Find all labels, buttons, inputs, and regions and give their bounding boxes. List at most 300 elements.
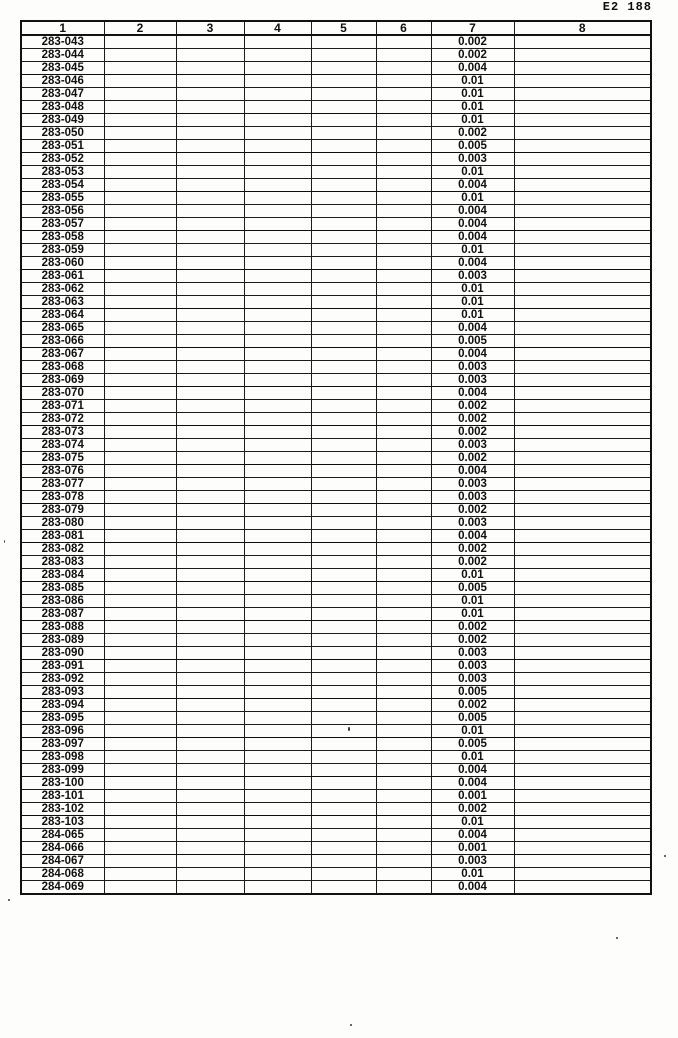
- cell-empty: [244, 439, 311, 452]
- cell-empty: [244, 192, 311, 205]
- table-row: [21, 413, 651, 426]
- cell-empty: [376, 374, 431, 387]
- cell-empty: [311, 660, 376, 673]
- cell-empty: [376, 803, 431, 816]
- cell-empty: [514, 504, 651, 517]
- cell-empty: [176, 855, 244, 868]
- cell-empty: [376, 829, 431, 842]
- cell-empty: [244, 257, 311, 270]
- cell-empty: [514, 634, 651, 647]
- cell-value: 0.005: [431, 738, 514, 751]
- cell-empty: [176, 764, 244, 777]
- cell-empty: [376, 491, 431, 504]
- cell-sample-id: 283-099: [21, 764, 104, 777]
- cell-value: 0.01: [431, 166, 514, 179]
- cell-empty: [176, 569, 244, 582]
- scan-speck: [616, 937, 618, 939]
- cell-empty: [104, 686, 176, 699]
- cell-empty: [104, 803, 176, 816]
- table-row: [21, 465, 651, 478]
- cell-empty: [376, 517, 431, 530]
- cell-empty: [376, 777, 431, 790]
- cell-empty: [176, 881, 244, 895]
- cell-value: 0.005: [431, 686, 514, 699]
- table-row: [21, 361, 651, 374]
- cell-sample-id: 283-067: [21, 348, 104, 361]
- cell-sample-id: 283-087: [21, 608, 104, 621]
- cell-empty: [244, 764, 311, 777]
- cell-empty: [244, 751, 311, 764]
- cell-empty: [176, 335, 244, 348]
- cell-empty: [311, 244, 376, 257]
- cell-empty: [244, 400, 311, 413]
- cell-empty: [514, 803, 651, 816]
- table-row: [21, 75, 651, 88]
- table-row: [21, 712, 651, 725]
- cell-empty: [244, 218, 311, 231]
- cell-empty: [104, 699, 176, 712]
- table-row: [21, 816, 651, 829]
- table-row: [21, 192, 651, 205]
- cell-value: 0.01: [431, 309, 514, 322]
- table-row: [21, 88, 651, 101]
- table-row: [21, 543, 651, 556]
- cell-empty: [104, 101, 176, 114]
- cell-value: 0.003: [431, 153, 514, 166]
- cell-empty: [311, 257, 376, 270]
- cell-empty: [514, 751, 651, 764]
- cell-sample-id: 283-065: [21, 322, 104, 335]
- cell-empty: [104, 790, 176, 803]
- cell-empty: [244, 517, 311, 530]
- cell-empty: [104, 153, 176, 166]
- cell-empty: [176, 283, 244, 296]
- cell-empty: [176, 751, 244, 764]
- scan-speck: [664, 855, 666, 857]
- cell-empty: [376, 699, 431, 712]
- cell-empty: [376, 270, 431, 283]
- cell-empty: [514, 790, 651, 803]
- scan-speck: [8, 899, 10, 901]
- cell-empty: [514, 322, 651, 335]
- table-row: [21, 569, 651, 582]
- cell-empty: [376, 530, 431, 543]
- cell-empty: [104, 49, 176, 62]
- cell-empty: [311, 686, 376, 699]
- cell-value: 0.01: [431, 244, 514, 257]
- cell-empty: [376, 75, 431, 88]
- cell-value: 0.01: [431, 725, 514, 738]
- cell-empty: [104, 270, 176, 283]
- cell-empty: [104, 283, 176, 296]
- cell-sample-id: 283-073: [21, 426, 104, 439]
- scan-speck: [348, 727, 350, 731]
- table-row: [21, 218, 651, 231]
- cell-empty: [104, 569, 176, 582]
- cell-empty: [311, 270, 376, 283]
- cell-empty: [104, 400, 176, 413]
- cell-empty: [514, 686, 651, 699]
- cell-empty: [104, 387, 176, 400]
- cell-empty: [104, 322, 176, 335]
- cell-empty: [104, 608, 176, 621]
- cell-empty: [176, 218, 244, 231]
- cell-empty: [311, 517, 376, 530]
- cell-empty: [311, 530, 376, 543]
- cell-empty: [176, 647, 244, 660]
- cell-empty: [311, 153, 376, 166]
- cell-value: 0.002: [431, 426, 514, 439]
- cell-empty: [176, 296, 244, 309]
- cell-empty: [176, 257, 244, 270]
- table-row: [21, 764, 651, 777]
- cell-empty: [104, 881, 176, 895]
- table-row: [21, 530, 651, 543]
- cell-empty: [376, 621, 431, 634]
- cell-sample-id: 283-100: [21, 777, 104, 790]
- cell-sample-id: 283-048: [21, 101, 104, 114]
- cell-empty: [514, 374, 651, 387]
- cell-empty: [311, 231, 376, 244]
- cell-empty: [176, 101, 244, 114]
- cell-empty: [104, 296, 176, 309]
- cell-sample-id: 283-078: [21, 491, 104, 504]
- cell-empty: [514, 608, 651, 621]
- cell-empty: [514, 452, 651, 465]
- cell-value: 0.004: [431, 218, 514, 231]
- cell-empty: [376, 244, 431, 257]
- table-row: [21, 621, 651, 634]
- cell-empty: [244, 595, 311, 608]
- cell-empty: [514, 231, 651, 244]
- cell-value: 0.01: [431, 101, 514, 114]
- cell-empty: [244, 49, 311, 62]
- cell-sample-id: 283-072: [21, 413, 104, 426]
- cell-empty: [376, 361, 431, 374]
- cell-empty: [376, 413, 431, 426]
- cell-empty: [176, 803, 244, 816]
- cell-empty: [176, 491, 244, 504]
- cell-empty: [376, 348, 431, 361]
- cell-empty: [376, 231, 431, 244]
- cell-empty: [176, 530, 244, 543]
- cell-empty: [311, 62, 376, 75]
- cell-empty: [176, 829, 244, 842]
- cell-empty: [104, 114, 176, 127]
- cell-sample-id: 283-077: [21, 478, 104, 491]
- cell-empty: [176, 582, 244, 595]
- cell-empty: [311, 88, 376, 101]
- cell-empty: [104, 231, 176, 244]
- cell-empty: [376, 127, 431, 140]
- table-row: [21, 140, 651, 153]
- table-row: [21, 114, 651, 127]
- cell-empty: [514, 192, 651, 205]
- cell-empty: [244, 348, 311, 361]
- cell-sample-id: 283-063: [21, 296, 104, 309]
- cell-value: 0.002: [431, 504, 514, 517]
- cell-empty: [376, 439, 431, 452]
- cell-value: 0.004: [431, 829, 514, 842]
- cell-empty: [104, 660, 176, 673]
- cell-value: 0.002: [431, 452, 514, 465]
- table-row: [21, 517, 651, 530]
- cell-empty: [176, 673, 244, 686]
- cell-empty: [176, 244, 244, 257]
- cell-empty: [176, 868, 244, 881]
- cell-empty: [176, 35, 244, 49]
- table-row: [21, 855, 651, 868]
- cell-empty: [104, 361, 176, 374]
- cell-empty: [244, 569, 311, 582]
- table-row: [21, 283, 651, 296]
- cell-empty: [104, 478, 176, 491]
- cell-value: 0.002: [431, 621, 514, 634]
- cell-empty: [376, 179, 431, 192]
- cell-sample-id: 283-045: [21, 62, 104, 75]
- cell-empty: [311, 842, 376, 855]
- cell-sample-id: 283-089: [21, 634, 104, 647]
- cell-empty: [311, 140, 376, 153]
- cell-empty: [514, 881, 651, 895]
- cell-empty: [311, 764, 376, 777]
- cell-empty: [376, 582, 431, 595]
- cell-empty: [104, 491, 176, 504]
- cell-value: 0.005: [431, 140, 514, 153]
- cell-empty: [176, 621, 244, 634]
- table-row: [21, 777, 651, 790]
- cell-empty: [311, 634, 376, 647]
- cell-empty: [104, 738, 176, 751]
- table-row: [21, 35, 651, 49]
- cell-value: 0.003: [431, 660, 514, 673]
- cell-empty: [244, 556, 311, 569]
- cell-empty: [104, 504, 176, 517]
- cell-sample-id: 284-066: [21, 842, 104, 855]
- cell-sample-id: 284-069: [21, 881, 104, 895]
- cell-empty: [244, 270, 311, 283]
- cell-empty: [104, 309, 176, 322]
- table-row: [21, 673, 651, 686]
- cell-empty: [514, 153, 651, 166]
- cell-empty: [514, 335, 651, 348]
- cell-sample-id: 283-062: [21, 283, 104, 296]
- cell-empty: [104, 374, 176, 387]
- cell-empty: [244, 543, 311, 556]
- cell-empty: [376, 153, 431, 166]
- cell-empty: [376, 751, 431, 764]
- cell-value: 0.005: [431, 582, 514, 595]
- cell-empty: [244, 790, 311, 803]
- cell-sample-id: 283-075: [21, 452, 104, 465]
- cell-sample-id: 283-095: [21, 712, 104, 725]
- cell-value: 0.003: [431, 647, 514, 660]
- table-row: [21, 829, 651, 842]
- cell-empty: [376, 62, 431, 75]
- cell-empty: [244, 153, 311, 166]
- cell-empty: [514, 491, 651, 504]
- column-header-8: 8: [514, 21, 651, 35]
- cell-empty: [176, 309, 244, 322]
- table-row: [21, 387, 651, 400]
- cell-empty: [376, 660, 431, 673]
- cell-empty: [104, 842, 176, 855]
- table-row: [21, 751, 651, 764]
- cell-empty: [104, 452, 176, 465]
- cell-empty: [514, 465, 651, 478]
- cell-value: 0.01: [431, 608, 514, 621]
- cell-empty: [311, 205, 376, 218]
- data-table: [20, 20, 652, 895]
- cell-empty: [244, 127, 311, 140]
- table-row: [21, 647, 651, 660]
- table-row: [21, 62, 651, 75]
- cell-empty: [514, 257, 651, 270]
- table-row: [21, 244, 651, 257]
- cell-sample-id: 283-092: [21, 673, 104, 686]
- cell-empty: [244, 166, 311, 179]
- cell-empty: [104, 62, 176, 75]
- cell-value: 0.004: [431, 257, 514, 270]
- table-row: [21, 868, 651, 881]
- cell-empty: [311, 777, 376, 790]
- cell-empty: [311, 218, 376, 231]
- cell-empty: [244, 283, 311, 296]
- cell-empty: [176, 816, 244, 829]
- cell-empty: [376, 712, 431, 725]
- cell-empty: [244, 309, 311, 322]
- cell-empty: [514, 283, 651, 296]
- cell-value: 0.002: [431, 634, 514, 647]
- cell-empty: [244, 101, 311, 114]
- cell-empty: [176, 543, 244, 556]
- cell-sample-id: 283-084: [21, 569, 104, 582]
- cell-empty: [376, 257, 431, 270]
- cell-empty: [311, 582, 376, 595]
- cell-sample-id: 283-096: [21, 725, 104, 738]
- cell-empty: [514, 439, 651, 452]
- cell-empty: [104, 35, 176, 49]
- table-row: [21, 270, 651, 283]
- cell-empty: [176, 400, 244, 413]
- cell-empty: [244, 426, 311, 439]
- cell-empty: [176, 790, 244, 803]
- table-row: [21, 803, 651, 816]
- cell-empty: [376, 855, 431, 868]
- cell-empty: [376, 569, 431, 582]
- cell-empty: [244, 504, 311, 517]
- cell-empty: [376, 647, 431, 660]
- cell-value: 0.002: [431, 543, 514, 556]
- cell-empty: [311, 296, 376, 309]
- cell-sample-id: 283-061: [21, 270, 104, 283]
- table-row: [21, 309, 651, 322]
- cell-empty: [311, 426, 376, 439]
- cell-empty: [176, 140, 244, 153]
- cell-empty: [104, 205, 176, 218]
- cell-sample-id: 283-085: [21, 582, 104, 595]
- cell-empty: [514, 569, 651, 582]
- cell-empty: [244, 387, 311, 400]
- cell-sample-id: 283-098: [21, 751, 104, 764]
- cell-sample-id: 283-049: [21, 114, 104, 127]
- cell-value: 0.002: [431, 127, 514, 140]
- cell-empty: [176, 231, 244, 244]
- cell-empty: [104, 140, 176, 153]
- cell-empty: [514, 35, 651, 49]
- cell-empty: [514, 829, 651, 842]
- table-row: [21, 322, 651, 335]
- cell-empty: [514, 842, 651, 855]
- cell-empty: [376, 296, 431, 309]
- cell-value: 0.004: [431, 777, 514, 790]
- cell-empty: [104, 751, 176, 764]
- cell-empty: [176, 153, 244, 166]
- cell-empty: [176, 75, 244, 88]
- cell-empty: [376, 322, 431, 335]
- cell-empty: [514, 270, 651, 283]
- cell-value: 0.003: [431, 439, 514, 452]
- cell-empty: [104, 192, 176, 205]
- cell-empty: [311, 35, 376, 49]
- cell-empty: [514, 660, 651, 673]
- cell-empty: [244, 829, 311, 842]
- table-row: [21, 881, 651, 895]
- cell-empty: [514, 582, 651, 595]
- cell-value: 0.01: [431, 816, 514, 829]
- table-row: [21, 166, 651, 179]
- cell-sample-id: 283-070: [21, 387, 104, 400]
- cell-sample-id: 283-080: [21, 517, 104, 530]
- cell-empty: [376, 790, 431, 803]
- cell-value: 0.002: [431, 35, 514, 49]
- cell-empty: [104, 543, 176, 556]
- cell-value: 0.001: [431, 790, 514, 803]
- cell-value: 0.003: [431, 374, 514, 387]
- cell-empty: [514, 673, 651, 686]
- cell-sample-id: 283-082: [21, 543, 104, 556]
- cell-sample-id: 283-091: [21, 660, 104, 673]
- cell-empty: [176, 595, 244, 608]
- cell-empty: [244, 881, 311, 895]
- cell-empty: [311, 673, 376, 686]
- cell-empty: [311, 413, 376, 426]
- cell-empty: [244, 738, 311, 751]
- cell-value: 0.004: [431, 179, 514, 192]
- cell-empty: [376, 88, 431, 101]
- cell-empty: [514, 127, 651, 140]
- cell-empty: [104, 88, 176, 101]
- cell-empty: [176, 738, 244, 751]
- cell-empty: [376, 465, 431, 478]
- table-header-row: [21, 21, 651, 35]
- cell-empty: [311, 790, 376, 803]
- column-header-3: 3: [176, 21, 244, 35]
- cell-empty: [244, 140, 311, 153]
- cell-value: 0.003: [431, 270, 514, 283]
- cell-empty: [311, 322, 376, 335]
- cell-empty: [376, 114, 431, 127]
- cell-empty: [376, 478, 431, 491]
- cell-empty: [376, 35, 431, 49]
- cell-empty: [104, 777, 176, 790]
- cell-sample-id: 283-068: [21, 361, 104, 374]
- cell-value: 0.002: [431, 556, 514, 569]
- cell-empty: [311, 179, 376, 192]
- cell-empty: [104, 816, 176, 829]
- cell-sample-id: 283-064: [21, 309, 104, 322]
- cell-empty: [311, 114, 376, 127]
